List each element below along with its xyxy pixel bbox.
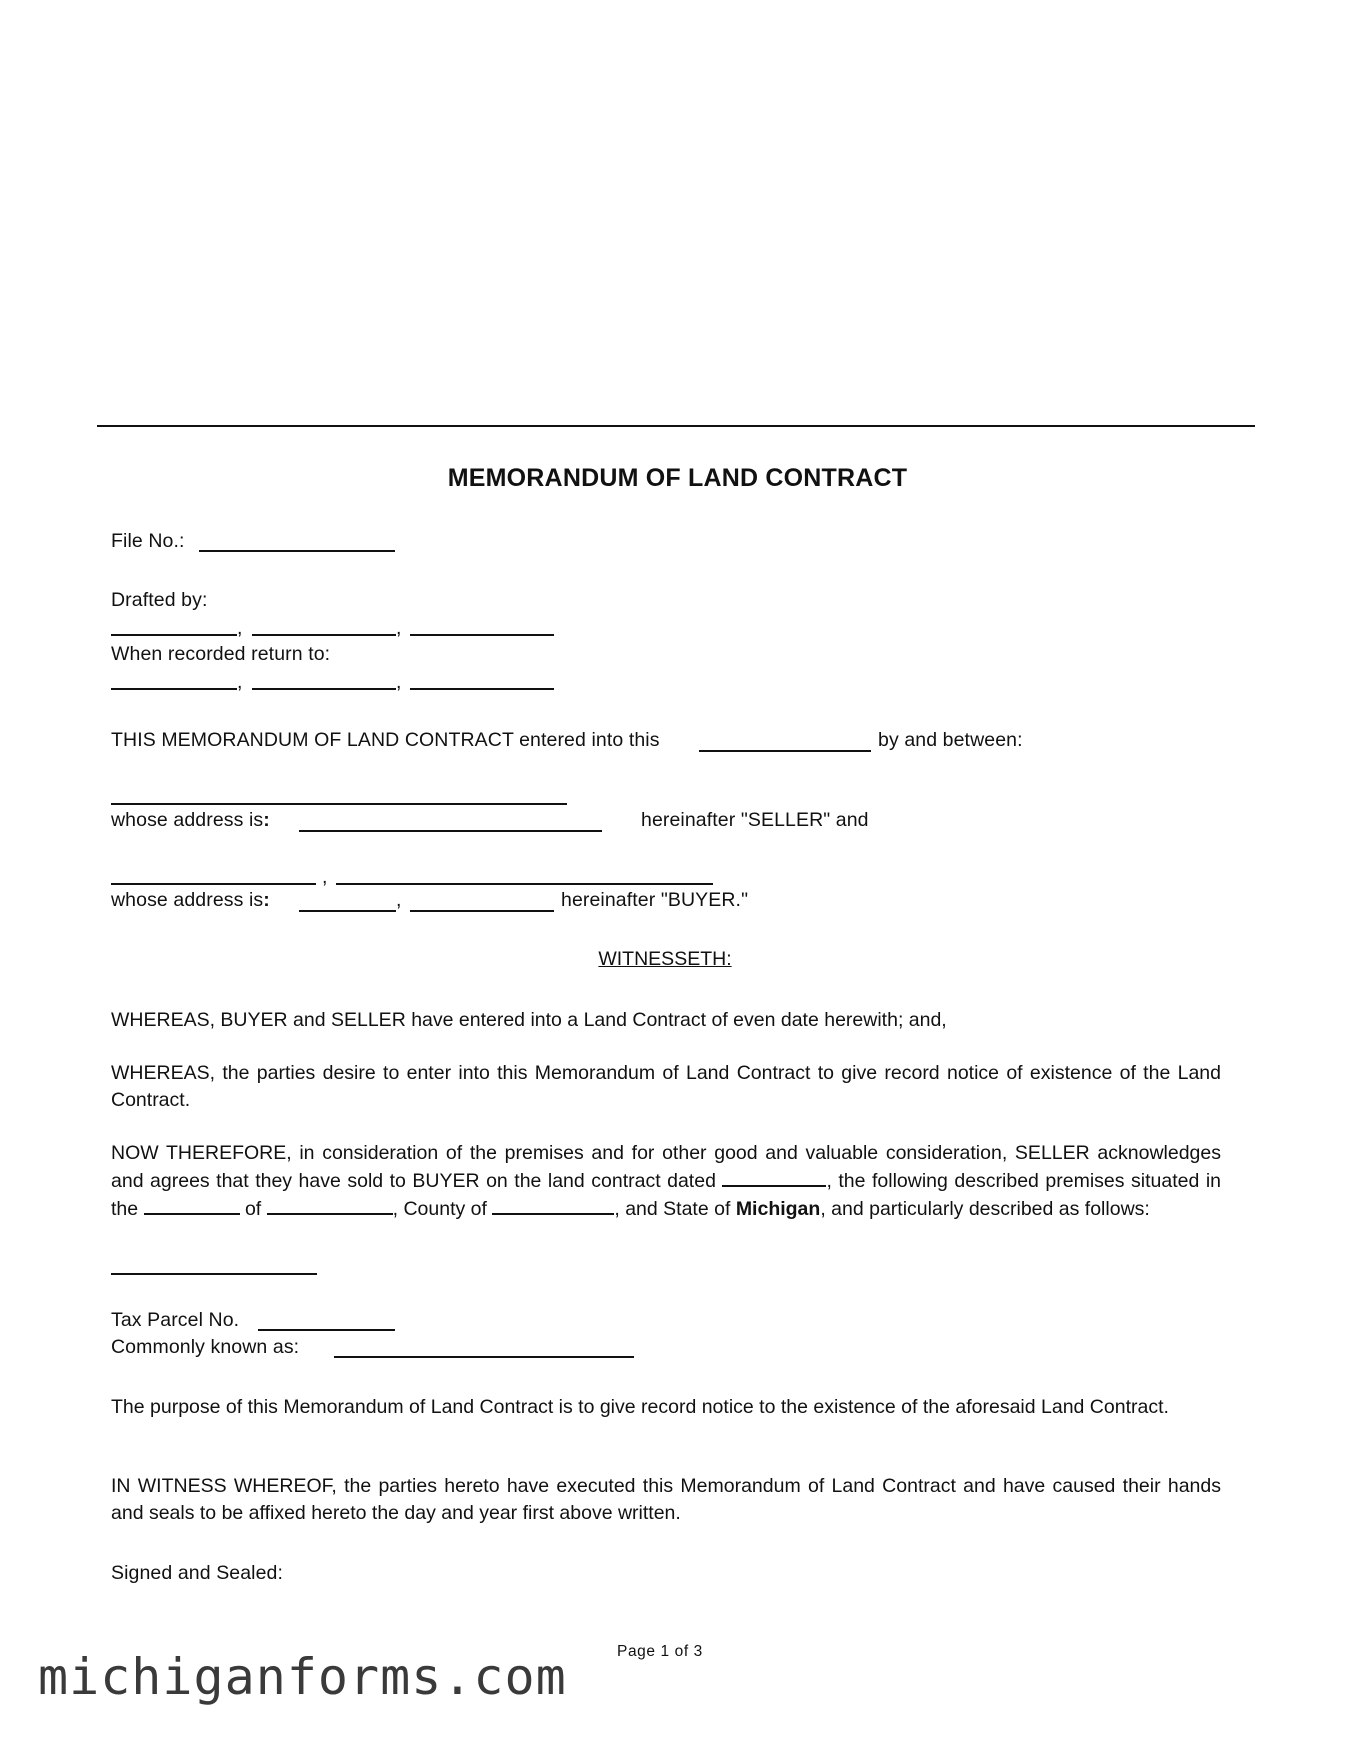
- drafted-by-city-field[interactable]: [252, 634, 396, 636]
- municipality-type-field[interactable]: [144, 1195, 240, 1215]
- seller-suffix: hereinafter "SELLER" and: [641, 809, 869, 831]
- seller-name-field-end: [555, 803, 567, 805]
- comma: ,: [396, 671, 402, 693]
- buyer-address-field[interactable]: [299, 910, 396, 912]
- now-therefore-paragraph: NOW THEREFORE, in consideration of the premises and for other good and valuable consideration, SELLER acknowledges and agrees that they have sold to BUYER on the land contract dated , the following described premises situated in the of , County of , and State of Michigan, and particularly described as follows:: [111, 1142, 1221, 1220]
- buyer-name-field-2[interactable]: [336, 883, 713, 885]
- contract-date-field[interactable]: [699, 750, 871, 752]
- site-watermark: michiganforms.com: [38, 1648, 567, 1706]
- file-no-label: File No.:: [111, 530, 185, 552]
- return-to-label: When recorded return to:: [111, 643, 331, 665]
- buyer-name-field[interactable]: [111, 883, 316, 885]
- buyer-address-field-2[interactable]: [410, 910, 554, 912]
- return-to-state-field[interactable]: [410, 688, 554, 690]
- land-contract-date-field[interactable]: [722, 1167, 826, 1187]
- buyer-suffix: hereinafter "BUYER.": [561, 889, 749, 911]
- tax-parcel-field[interactable]: [258, 1329, 395, 1331]
- comma: ,: [396, 889, 402, 911]
- state-name: Michigan: [735, 1198, 821, 1220]
- drafted-by-label: Drafted by:: [111, 589, 208, 611]
- purpose-paragraph: The purpose of this Memorandum of Land Contract is to give record notice to the existence of the aforesaid Land Contract.: [111, 1396, 1169, 1418]
- buyer-address-label: whose address is:: [111, 889, 270, 911]
- comma: ,: [322, 866, 328, 888]
- municipality-name-field[interactable]: [267, 1195, 393, 1215]
- intro-suffix: by and between:: [878, 729, 1023, 751]
- witnesseth-heading: WITNESSETH:: [598, 948, 732, 970]
- document-title: MEMORANDUM OF LAND CONTRACT: [447, 464, 908, 492]
- signed-sealed-label: Signed and Sealed:: [111, 1562, 284, 1584]
- commonly-known-label: Commonly known as:: [111, 1336, 300, 1358]
- whereas-paragraph-2: WHEREAS, the parties desire to enter into this Memorandum of Land Contract to give record notice of existence of the Land Contract.: [111, 1062, 1221, 1111]
- comma: ,: [396, 617, 402, 639]
- return-to-city-field[interactable]: [252, 688, 396, 690]
- intro-text: THIS MEMORANDUM OF LAND CONTRACT entered into this: [111, 729, 660, 751]
- county-field[interactable]: [492, 1195, 614, 1215]
- file-no-field[interactable]: [199, 550, 395, 552]
- whereas-paragraph-1: WHEREAS, BUYER and SELLER have entered into a Land Contract of even date herewith; and,: [111, 1009, 947, 1031]
- legal-description-field[interactable]: [111, 1273, 317, 1275]
- commonly-known-field[interactable]: [334, 1356, 634, 1358]
- page-number: Page 1 of 3: [617, 1643, 703, 1660]
- drafted-by-name-field[interactable]: [111, 634, 237, 636]
- header-rule: [97, 425, 1255, 427]
- seller-address-label: whose address is:: [111, 809, 270, 831]
- seller-address-field[interactable]: [299, 830, 602, 832]
- return-to-name-field[interactable]: [111, 688, 237, 690]
- in-witness-paragraph: IN WITNESS WHEREOF, the parties hereto have executed this Memorandum of Land Contract and have caused their hands and seals to be affixed hereto the day and year first above written.: [111, 1475, 1221, 1524]
- drafted-by-state-field[interactable]: [410, 634, 554, 636]
- comma: ,: [237, 671, 243, 693]
- tax-parcel-label: Tax Parcel No.: [111, 1309, 240, 1331]
- comma: ,: [237, 617, 243, 639]
- seller-name-field[interactable]: [111, 803, 555, 805]
